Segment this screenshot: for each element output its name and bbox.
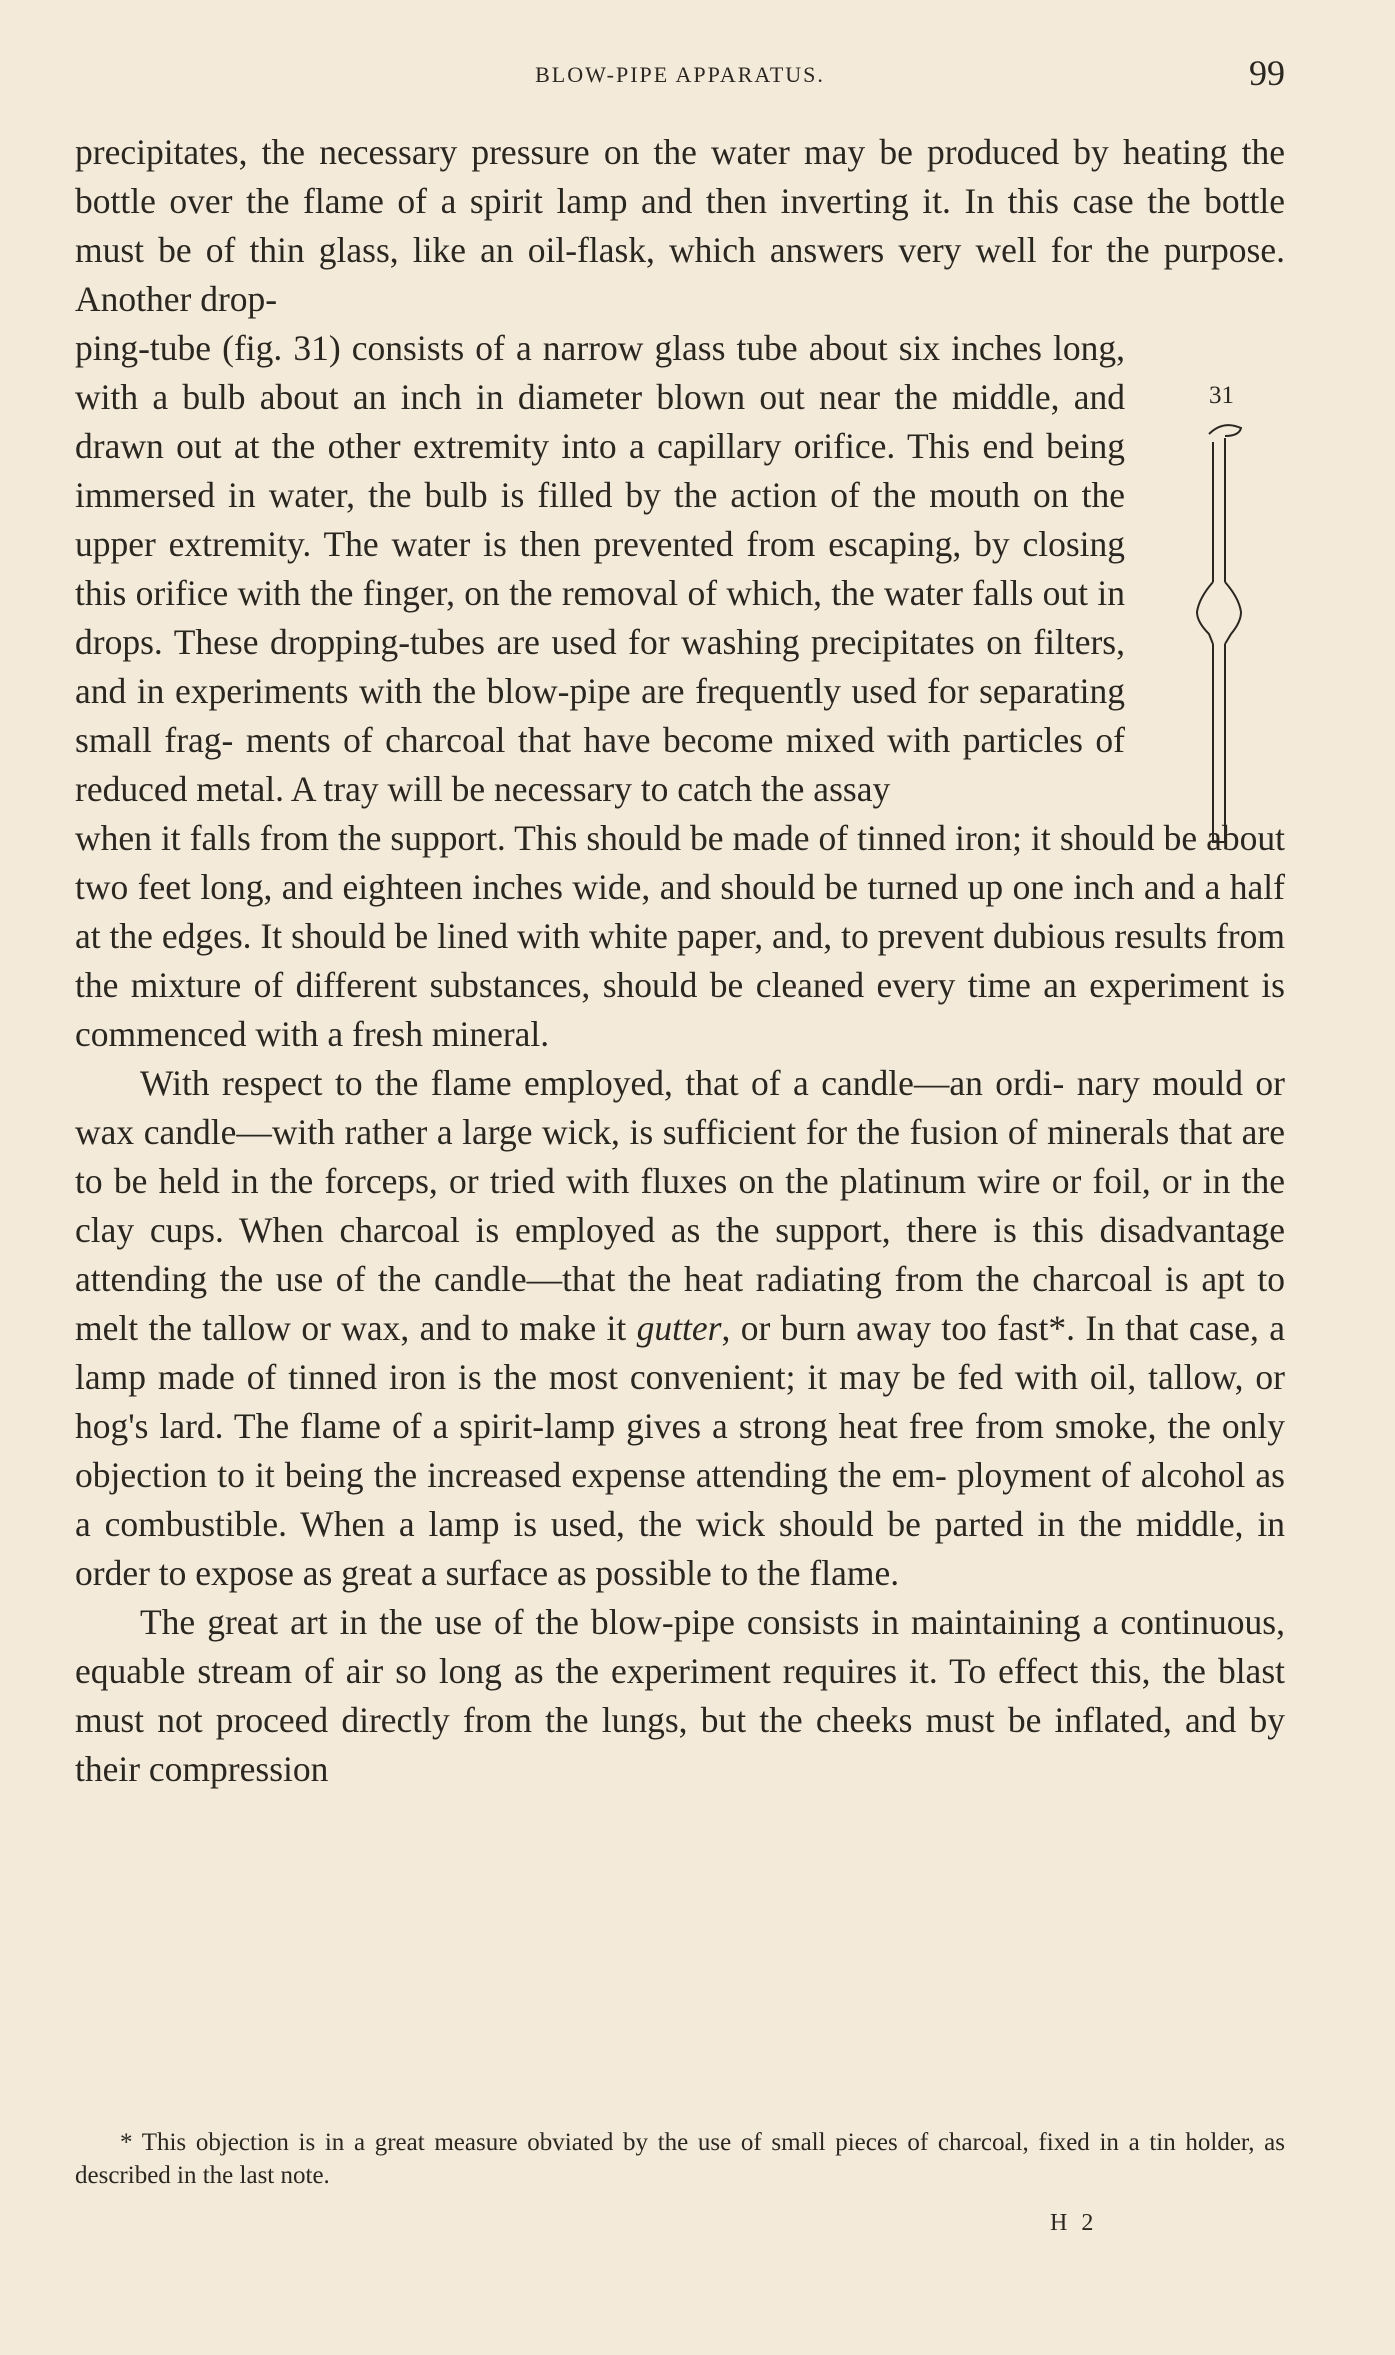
paragraph-1-beside-figure: [75, 324, 1125, 814]
italic-word-gutter: gutter: [636, 1308, 722, 1348]
paragraph-2-part-1: With respect to the flame employed, that of a candle—an ordi- nary mould or wax candle—with rather a large wick, is sufficient for the fusion of minerals that are to be held in the forceps, or tried with fluxes on the platinum wire or foil, or in the clay cups. When charcoal is employed as the support, there is this disadvantage attending the use of the candle—that the heat radiating from the charcoal is apt to melt the tallow or wax, and to make it: [75, 1063, 1285, 1348]
paragraph-3-text: The great art in the use of the blow-pipe consists in maintaining a continuous, equable stream of air so long as the experiment requires it. To effect this, the blast must not proceed directly from the lungs, but the cheeks must be inflated, and by their compression: [75, 1602, 1285, 1789]
figure-label: 31: [1209, 382, 1234, 409]
capillary-tip: [1213, 832, 1225, 842]
paragraph-2: [75, 1059, 1285, 1598]
paragraph-1-closing: [75, 814, 1285, 1059]
page-number: 99: [1249, 53, 1285, 93]
tube-mouth: [1209, 425, 1241, 436]
paragraph-1: [75, 128, 1285, 324]
page-header: [75, 52, 1285, 96]
signature-mark: H 2: [1050, 2210, 1098, 2236]
footnote: [75, 2126, 1285, 2192]
body-text: [75, 128, 1285, 1794]
figure-31: [1195, 382, 1285, 862]
paragraph-1-closing-text: when it falls from the support. This should be made of tinned iron; it should be about two feet long, and eighteen inches wide, and should be turned up one inch and a half at the edges. It should be lined with white paper, and, to prevent dubious results from the mixture of different substances, should be cleaned every time an experiment is commenced with a fresh mineral.: [75, 818, 1285, 1054]
bulb-right: [1225, 582, 1241, 644]
paragraph-1-figure-text: ping-tube (fig. 31) consists of a narrow glass tube about six inches long, with a bulb about an inch in diameter blown out near the middle, and drawn out at the other extremity into a capillary orifice. This end being immersed in water, the bulb is filled by the action of the mouth on the upper extremity. The water is then prevented from escaping, by closing this orifice with the finger, on the removal of which, the water falls out in drops. These dropping-tubes are used for washing precipitates on filters, and in experiments with the blow-pipe are frequently used for separating small frag- ments of charcoal that have become mixed with particles of reduced metal. A tray will be necessary to catch the assay: [75, 328, 1125, 809]
paragraph-2-part-2: , or burn away too fast*. In that case, a lamp made of tinned iron is the most convenient; it may be fed with oil, tallow, or hog's lard. The flame of a spirit-lamp gives a strong heat free from smoke, the only objection to it being the increased expense attending the em- ployment of alcohol as a combustible. When a lamp is used, the wick should be parted in the middle, in order to expose as great a surface as possible to the flame.: [75, 1308, 1286, 1593]
bulb-left: [1197, 582, 1213, 644]
paragraph-1-opening: precipitates, the necessary pressure on the water may be produced by heating the bottle over the flame of a spirit lamp and then inverting it. In this case the bottle must be of thin glass, like an oil-flask, which answers very well for the purpose. Another drop-: [75, 132, 1285, 319]
running-head: BLOW-PIPE APPARATUS.: [535, 62, 825, 87]
paragraph-3: [75, 1598, 1285, 1794]
footnote-text: * This objection is in a great measure obviated by the use of small pieces of charcoal, fixed in a tin holder, as described in the last note.: [75, 2129, 1285, 2189]
dropping-tube-illustration: [1195, 422, 1285, 862]
